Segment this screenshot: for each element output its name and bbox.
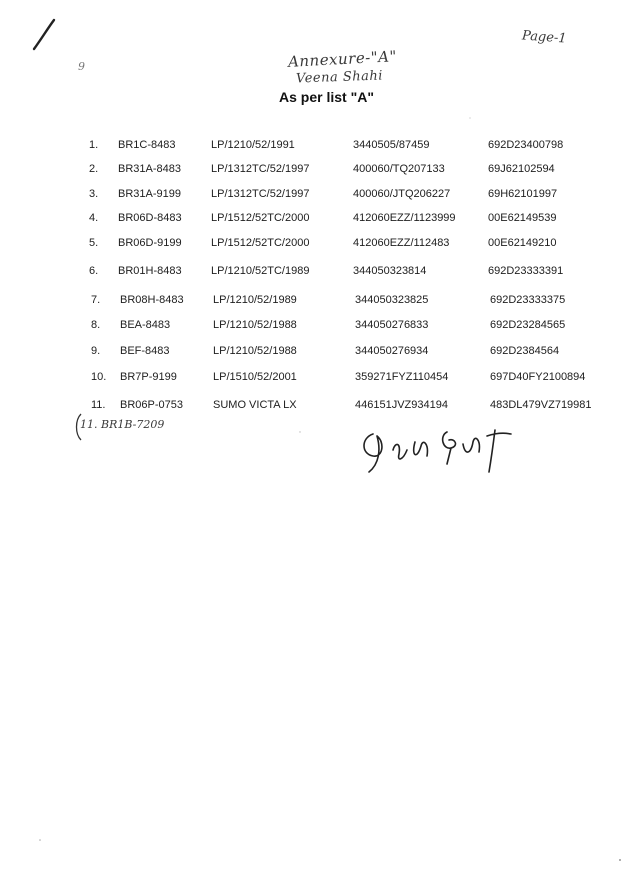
vehicle-model: LP/1210/52/1988 <box>213 345 297 357</box>
chassis-number: 00E62149210 <box>488 237 557 249</box>
registration-number: BR31A-9199 <box>118 188 181 200</box>
engine-number: 400060/JTQ206227 <box>353 188 451 200</box>
engine-number: 359271FYZ110454 <box>355 371 449 383</box>
registration-number: BEA-8483 <box>120 319 171 331</box>
chassis-number: 692D23284565 <box>490 319 566 331</box>
handwritten-addition: 11. BR1B-7209 <box>80 418 165 431</box>
row-number: 4. <box>89 212 99 224</box>
row-number: 1. <box>89 139 99 151</box>
registration-number: BR06D-8483 <box>118 212 182 224</box>
engine-number: 3440505/87459 <box>353 139 430 151</box>
chassis-number: 697D40FY2100894 <box>490 371 586 383</box>
page-title: As per list "A" <box>279 89 374 105</box>
engine-number: 344050323825 <box>355 294 429 306</box>
row-number: 6. <box>89 265 99 277</box>
row-number: 3. <box>89 188 99 200</box>
chassis-number: 00E62149539 <box>488 212 557 224</box>
row-number: 9. <box>91 345 101 357</box>
row-number: 5. <box>89 237 99 249</box>
engine-number: 344050276934 <box>355 345 429 357</box>
margin-mark: 9 <box>78 60 85 73</box>
row-number: 11. <box>91 399 106 411</box>
chassis-number: 692D23400798 <box>488 139 564 151</box>
name-note: Veena Shahi <box>295 68 384 87</box>
vehicle-model: LP/1512/52TC/2000 <box>211 212 310 224</box>
row-number: 7. <box>91 294 101 306</box>
row-number: 2. <box>89 163 99 175</box>
engine-number: 412060EZZ/112483 <box>353 237 450 249</box>
registration-number: BR06P-0753 <box>120 399 183 411</box>
registration-number: BR01H-8483 <box>118 265 182 277</box>
engine-number: 446151JVZ934194 <box>355 399 448 411</box>
registration-number: BR08H-8483 <box>120 294 184 306</box>
row-number: 8. <box>91 319 101 331</box>
annexure-note: Annexure-"A" <box>287 47 398 71</box>
engine-number: 400060/TQ207133 <box>353 163 445 175</box>
chassis-number: 69J62102594 <box>488 163 555 175</box>
chassis-number: 692D2384564 <box>490 345 560 357</box>
engine-number: 412060EZZ/1123999 <box>353 212 456 224</box>
registration-number: BR06D-9199 <box>118 237 182 249</box>
chassis-number: 69H62101997 <box>488 188 558 200</box>
registration-number: BEF-8483 <box>120 345 170 357</box>
chassis-number: 483DL479VZ719981 <box>490 399 592 411</box>
row-number: 10. <box>91 371 107 383</box>
registration-number: BR7P-9199 <box>120 371 177 383</box>
vehicle-model: LP/1312TC/52/1997 <box>211 163 310 175</box>
vehicle-model: LP/1510/52/2001 <box>213 371 297 383</box>
vehicle-model: SUMO VICTA LX <box>213 399 297 411</box>
vehicle-model: LP/1210/52/1989 <box>213 294 297 306</box>
vehicle-model: LP/1210/52TC/1989 <box>211 265 310 277</box>
registration-number: BR31A-8483 <box>118 163 181 175</box>
chassis-number: 692D23333391 <box>488 265 564 277</box>
vehicle-model: LP/1512/52TC/2000 <box>211 237 310 249</box>
chassis-number: 692D23333375 <box>490 294 566 306</box>
registration-number: BR1C-8483 <box>118 139 176 151</box>
vehicle-model: LP/1312TC/52/1997 <box>211 188 310 200</box>
vehicle-model: LP/1210/52/1988 <box>213 319 297 331</box>
page-number-note: Page-1 <box>521 28 568 47</box>
engine-number: 344050323814 <box>353 265 427 277</box>
vehicle-model: LP/1210/52/1991 <box>211 139 295 151</box>
engine-number: 344050276833 <box>355 319 429 331</box>
